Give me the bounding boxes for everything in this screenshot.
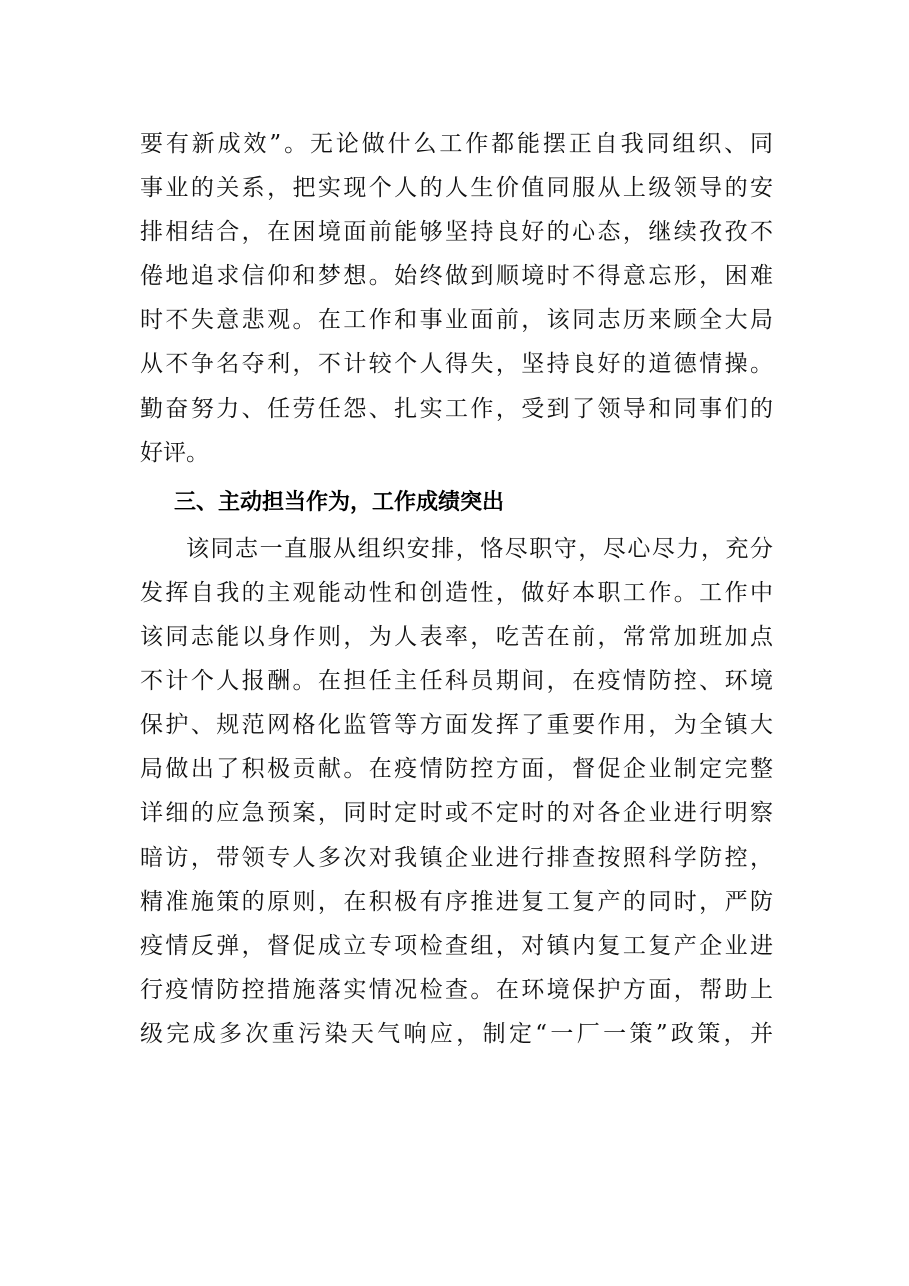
text-line: 暗访，带领专人多次对我镇企业进行排查按照科学防控，: [140, 844, 773, 871]
text-line: 要有新成效”。无论做什么工作都能摆正自我同组织、同: [140, 131, 773, 157]
text-line: 时不失意悲观。在工作和事业面前，该同志历来顾全大局: [140, 307, 773, 334]
document-body: [140, 122, 773, 1056]
text-line: 疫情反弹，督促成立专项检查组，对镇内复工复产企业进: [140, 932, 773, 959]
text-line: 精准施策的原则，在积极有序推进复工复产的同时，严防: [140, 888, 773, 915]
paragraph-work-performance: [140, 527, 773, 1056]
text-line: 局做出了积极贡献。在疫情防控方面，督促企业制定完整: [140, 756, 773, 783]
text-line: 不计个人报酬。在担任主任科员期间，在疫情防控、环境: [140, 668, 773, 695]
text-line: 勤奋努力、任劳任怨、扎实工作，受到了领导和同事们的: [140, 395, 773, 422]
text-line: 该同志一直服从组织安排，恪尽职守，尽心尽力，充分: [186, 535, 773, 562]
text-line: 该同志能以身作则，为人表率，吃苦在前，常常加班加点: [140, 624, 773, 651]
paragraph-conduct: [140, 122, 773, 475]
text-line: 行疫情防控措施落实情况检查。在环境保护方面，帮助上: [140, 976, 773, 1003]
text-line: 详细的应急预案，同时定时或不定时的对各企业进行明察: [140, 800, 773, 827]
text-line: 倦地追求信仰和梦想。始终做到顺境时不得意忘形，困难: [140, 263, 773, 290]
text-line: 事业的关系，把实现个人的人生价值同服从上级领导的安: [140, 175, 773, 202]
text-line: 级完成多次重污染天气响应，制定“一厂一策”政策，并: [140, 1020, 773, 1047]
text-line: 排相结合，在困境面前能够坚持良好的心态，继续孜孜不: [140, 219, 773, 246]
section-heading: 三、主动担当作为，工作成绩突出: [174, 489, 505, 515]
text-line: 好评。: [140, 439, 209, 466]
text-line: 保护、规范网格化监管等方面发挥了重要作用，为全镇大: [140, 712, 773, 739]
text-line: 发挥自我的主观能动性和创造性，做好本职工作。工作中: [140, 579, 773, 606]
text-line: 从不争名夺利，不计较个人得失，坚持良好的道德情操。: [140, 351, 773, 378]
